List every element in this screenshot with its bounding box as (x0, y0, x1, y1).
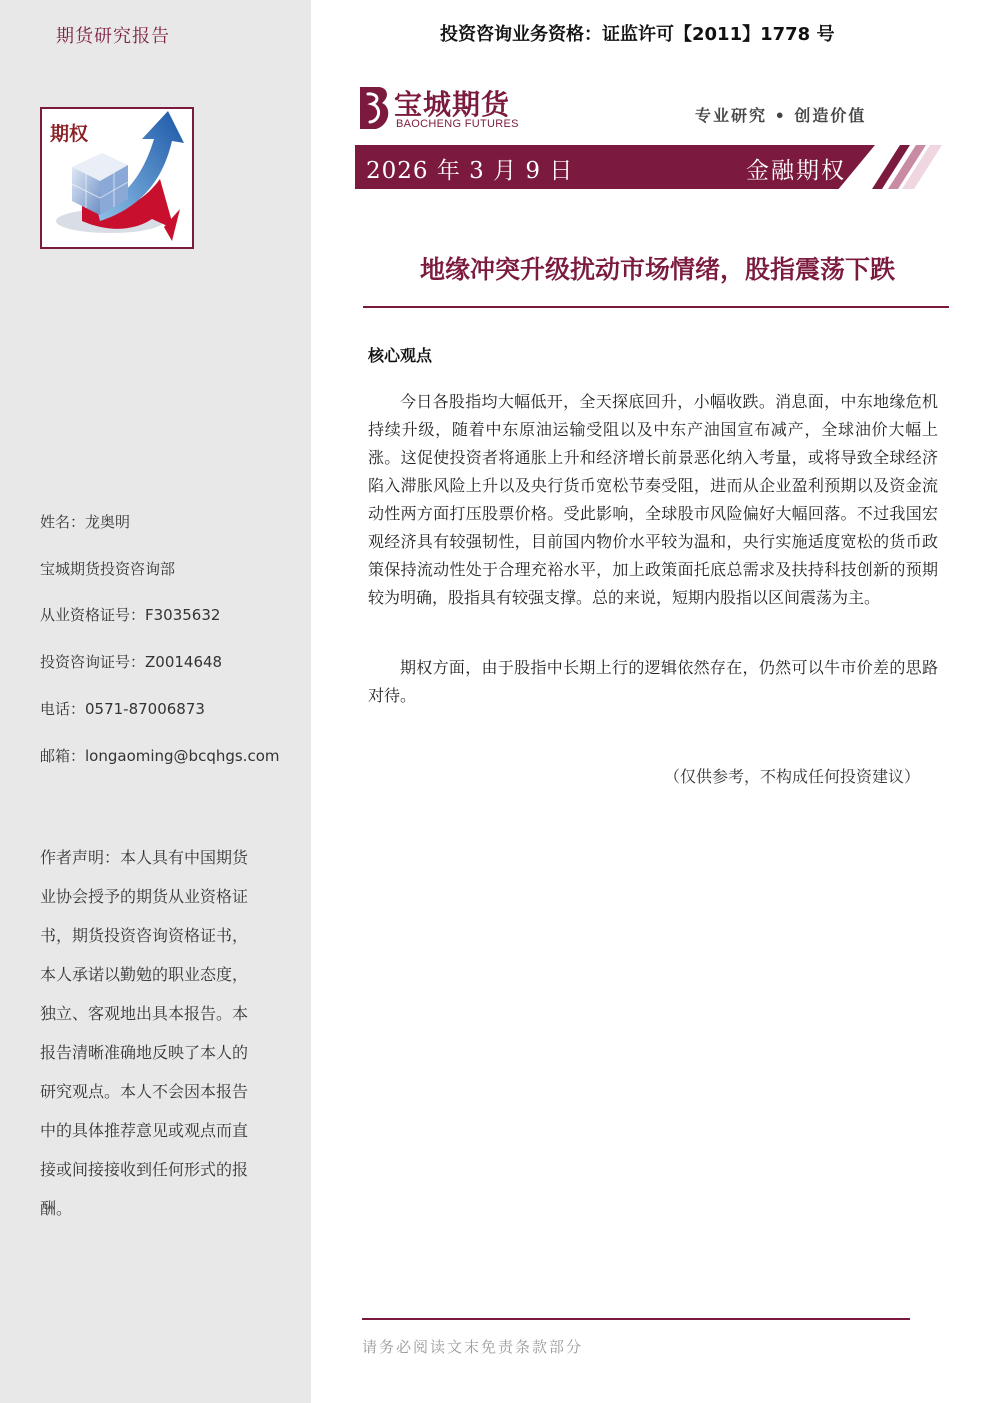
cover-label: 期权 (50, 123, 89, 145)
statement-line: 研究观点。本人不会因本报告 (40, 1082, 249, 1101)
statement-line: 报告清晰准确地反映了本人的 (40, 1043, 249, 1062)
logo-english-name: BAOCHENG FUTURES (396, 118, 519, 130)
statement-line: 作者声明：本人具有中国期货 (40, 848, 249, 867)
statement-line: 独立、客观地出具本报告。本 (40, 1004, 249, 1023)
statement-line: 酬。 (40, 1199, 73, 1218)
footer-note: 请务必阅读文末免责条款部分 (362, 1338, 584, 1356)
phone: 电话：0571-87006873 (40, 700, 205, 718)
practice-cert: 从业资格证号：F3035632 (40, 606, 221, 624)
disclaimer-note: （仅供参考，不构成任何投资建议） (664, 767, 921, 786)
title-divider (363, 306, 949, 308)
report-category: 金融期权 (746, 158, 846, 184)
slogan: 专业研究 • 创造价值 (695, 106, 867, 125)
analyst-name: 姓名：龙奥明 (40, 513, 131, 531)
statement-line: 业协会授予的期货从业资格证 (40, 887, 249, 906)
advisory-cert: 投资咨询证号：Z0014648 (40, 653, 223, 671)
section-heading: 核心观点 (368, 346, 433, 365)
report-date: 2026 年 3 月 9 日 (366, 158, 574, 184)
logo-chinese-name: 宝城期货 (394, 88, 511, 121)
banner-stripes (862, 145, 942, 189)
statement-line: 本人承诺以勤勉的职业态度， (40, 965, 249, 984)
statement-line: 中的具体推荐意见或观点而直 (40, 1121, 249, 1140)
sidebar (0, 0, 311, 1403)
statement-line: 接或间接接收到任何形式的报 (40, 1160, 249, 1179)
company-logo (354, 85, 524, 133)
report-type-label: 期货研究报告 (56, 26, 170, 47)
author-statement (40, 838, 272, 1228)
qualification-license: 投资咨询业务资格：证监许可【2011】1778 号 (440, 24, 835, 45)
email: 邮箱：longaoming@bcqhgs.com (40, 747, 280, 765)
baocheng-logo-icon (354, 85, 392, 131)
footer-divider (362, 1318, 910, 1320)
statement-line: 书，期货投资咨询资格证书， (40, 926, 249, 945)
department: 宝城期货投资咨询部 (40, 560, 176, 578)
options-cover-image (40, 107, 194, 249)
page-title: 地缘冲突升级扰动市场情绪，股指震荡下跌 (420, 255, 896, 284)
body-paragraph: 今日各股指均大幅低开，全天探底回升，小幅收跌。消息面，中东地缘危机持续升级，随着中东原油运输受阻以及中东产油国宣布减产，全球油价大幅上涨。这促使投资者将通胀上升和经济增长前景恶化纳入考量，或将导致全球经济陷入滞胀风险上升以及央行货币宽松节奏受阻，进而从企业盈利预期以及资金流动性两方面打压股票价格。受此影响，全球股市风险偏好大幅回落。不过我国宏观经济具有较强韧性，目前国内物价水平较为温和，央行实施适度宽松的货币政策保持流动性处于合理充裕水平，加上政策面托底总需求及扶持科技创新的预期较为明确，股指具有较强支撑。总的来说，短期内股指以区间震荡为主。 (368, 392, 938, 607)
body-paragraph: 期权方面，由于股指中长期上行的逻辑依然存在，仍然可以牛市价差的思路对待。 (368, 658, 938, 705)
